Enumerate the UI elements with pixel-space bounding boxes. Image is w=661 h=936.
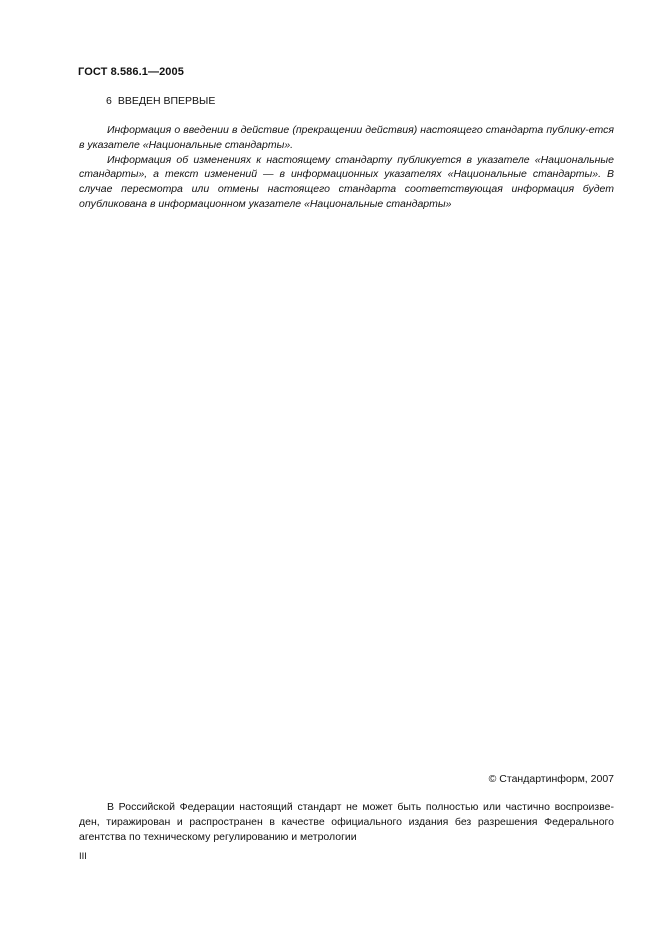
page-number: III — [79, 851, 87, 862]
section-introduced — [106, 95, 215, 107]
document-header: ГОСТ 8.586.1—2005 — [78, 66, 184, 78]
rights-notice-block — [79, 800, 614, 844]
info-paragraph-publication: Информация о введении в действие (прекращении действия) настоящего стандарта публику-ется в указателе «Национальные стандарты». — [79, 124, 614, 151]
copyright-notice: © Стандартинформ, 2007 — [488, 773, 614, 785]
info-block — [79, 123, 614, 212]
rights-notice: В Российской Федерации настоящий стандарт не может быть полностью или частично воспроизве-ден, тиражирован и распространен в качестве официального издания без разрешения Федерального агентства по техническому регулированию и метрологии — [79, 801, 614, 843]
section-number: 6 — [106, 95, 112, 107]
info-paragraph-changes: Информация об изменениях к настоящему стандарту публикуется в указателе «Национальные стандарты», а текст изменений — в информационных указателях «Национальные стандарты». В случае пересмотра или отмены настоящего стандарта соответствующая информация будет опубликована в информационном указателе «Национальные стандарты» — [79, 153, 614, 210]
section-title: ВВЕДЕН ВПЕРВЫЕ — [117, 95, 216, 107]
